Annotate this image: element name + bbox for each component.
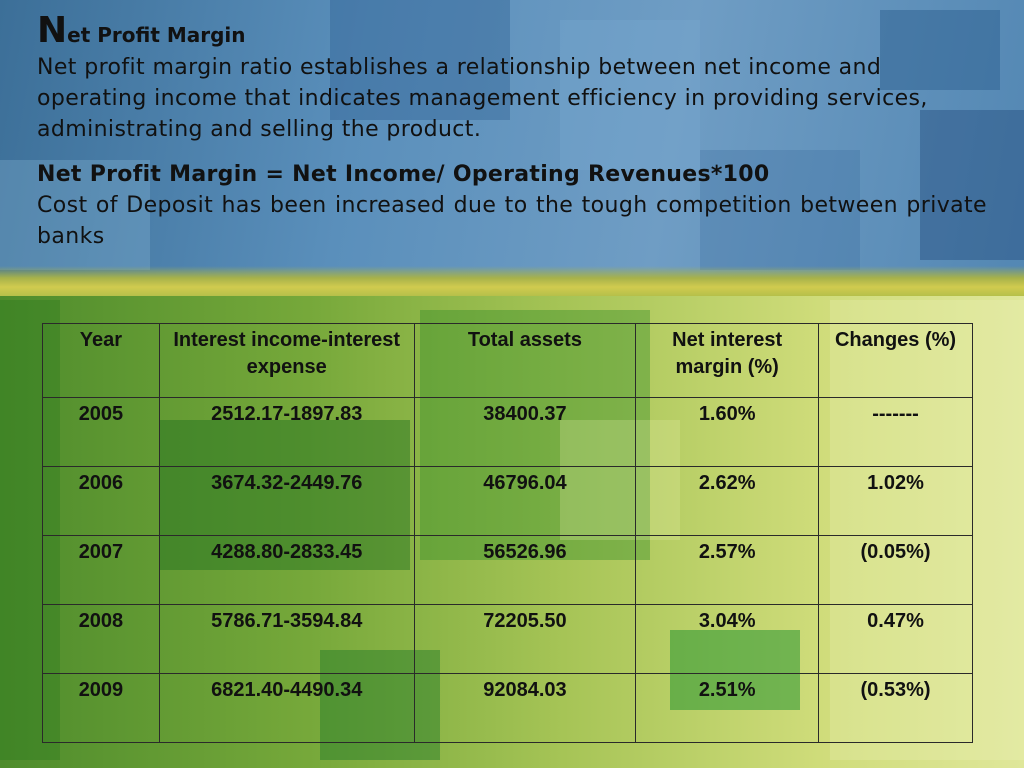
cell-year: 2006 xyxy=(43,467,160,536)
cell-changes: 0.47% xyxy=(819,605,973,674)
cell-interest-difference: 2512.17-1897.83 xyxy=(159,398,414,467)
background-band xyxy=(0,266,1024,296)
net-interest-margin-table xyxy=(42,323,973,743)
table-row xyxy=(43,605,973,674)
cell-year: 2005 xyxy=(43,398,160,467)
cell-total-assets: 56526.96 xyxy=(414,536,636,605)
cell-net-interest-margin: 1.60% xyxy=(636,398,819,467)
slide-title xyxy=(37,10,987,52)
header-interest-difference: Interest income-interest expense xyxy=(159,324,414,398)
cell-year: 2007 xyxy=(43,536,160,605)
table-row xyxy=(43,467,973,536)
table-header-row xyxy=(43,324,973,398)
title-rest: et Profit Margin xyxy=(67,23,246,47)
header-year: Year xyxy=(43,324,160,398)
formula: Net Profit Margin = Net Income/ Operating Revenues*100 xyxy=(37,162,770,187)
cell-total-assets: 46796.04 xyxy=(414,467,636,536)
header-changes: Changes (%) xyxy=(819,324,973,398)
cell-year: 2009 xyxy=(43,674,160,743)
table-row xyxy=(43,674,973,743)
cell-interest-difference: 5786.71-3594.84 xyxy=(159,605,414,674)
cell-total-assets: 38400.37 xyxy=(414,398,636,467)
text-block xyxy=(37,10,987,252)
intro-paragraph: Net profit margin ratio establishes a relationship between net income and operating income that indicates management efficiency in providing services, administrating and selling the product. xyxy=(37,55,928,142)
cell-interest-difference: 6821.40-4490.34 xyxy=(159,674,414,743)
cell-changes: ------- xyxy=(819,398,973,467)
cell-interest-difference: 3674.32-2449.76 xyxy=(159,467,414,536)
cell-net-interest-margin: 2.62% xyxy=(636,467,819,536)
cell-net-interest-margin: 2.57% xyxy=(636,536,819,605)
cell-changes: (0.05%) xyxy=(819,536,973,605)
cell-net-interest-margin: 3.04% xyxy=(636,605,819,674)
cell-total-assets: 92084.03 xyxy=(414,674,636,743)
cell-year: 2008 xyxy=(43,605,160,674)
header-net-interest-margin: Net interest margin (%) xyxy=(636,324,819,398)
cell-interest-difference: 4288.80-2833.45 xyxy=(159,536,414,605)
note-paragraph: Cost of Deposit has been increased due to the tough competition between private banks xyxy=(37,193,987,249)
header-total-assets: Total assets xyxy=(414,324,636,398)
cell-changes: 1.02% xyxy=(819,467,973,536)
title-initial: N xyxy=(37,10,68,51)
table-row xyxy=(43,536,973,605)
cell-changes: (0.53%) xyxy=(819,674,973,743)
cell-total-assets: 72205.50 xyxy=(414,605,636,674)
table-row xyxy=(43,398,973,467)
cell-net-interest-margin: 2.51% xyxy=(636,674,819,743)
